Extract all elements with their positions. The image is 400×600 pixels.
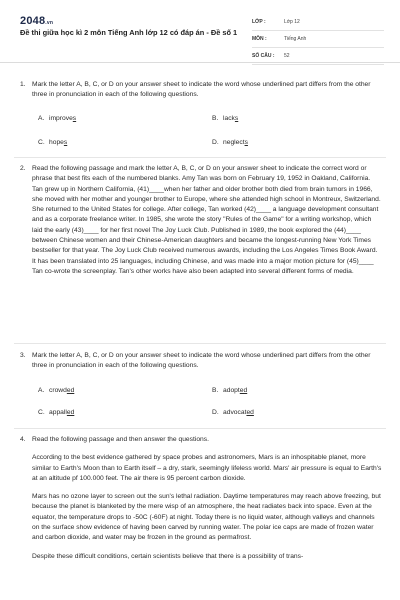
divider [14,157,386,158]
option-d[interactable] [212,409,254,416]
page-title: Đề thi giữa học kì 2 môn Tiếng Anh lớp 12 có đáp án - Đề số 1 [20,28,238,37]
question-number: 1. [20,81,26,88]
question-number: 2. [20,165,26,172]
divider [14,343,386,344]
option-word: crowd [49,387,67,394]
option-letter: A. [38,387,45,394]
option-letter: B. [212,115,219,122]
site-logo[interactable] [20,15,53,27]
exam-meta [252,14,384,65]
meta-class-value: Lớp 12 [284,19,300,25]
question-number: 3. [20,352,26,359]
question-prompt: Read the following passage and then answer the questions. [32,436,209,443]
question-2 [20,164,382,277]
option-letter: D. [212,139,219,146]
meta-class-label: LỚP : [252,19,266,25]
passage-paragraph-3: Despite these difficult conditions, certain scientists believe that there is a possibility of trans- [32,552,304,560]
option-d[interactable] [212,139,248,146]
question-3 [20,351,382,372]
passage-paragraph-1: According to the best evidence gathered by space probes and astronomers, Mars is an inhospitable planet, more similar to Earth's Moon than to Earth itself – a dry, stark, seemingly lifeless world. Mars' air pressure is equal to Earth's at an altitude pf 100.000 feet. The air there is 95 percent carbon dioxide. [32,454,382,482]
logo-suffix: .vn [45,20,54,26]
document-header [0,0,400,63]
option-underline: s [244,139,248,146]
question-number: 4. [20,436,26,443]
option-word: lack [223,115,235,122]
logo-main: 2048 [20,15,46,27]
option-word: neglect [223,139,245,146]
question-passage: Read the following passage and mark the letter A, B, C, or D on your answer sheet to indicate the correct word or phrase that best fits each of the numbered blanks. Amy Tan was born on February 19, 1952 in Oakland, California. Tan grew up in Northern California, (41)____when her father and older brother both died from brain tumors in 1966, she moved with her mother and younger brother to Europe, where she attended high school in Montreux, Switzerland. She returned to the United States for college. After college, Tan worked (42)____ a language development consultant and as a corporate freelance writer. In 1985, she wrote the story "Rules of the Game" for a writing workshop, which laid the early (43)____ for her first novel The Joy Luck Club. Published in 1989, the book explored the (44)____ between Chinese women and their Chinese-American daughters and became the longest-running New York Times bestseller for that year. The Joy Luck Club received numerous awards, including the Los Angeles Times Book Award. It has been translated into 25 languages, including Chinese, and was made into a major motion picture for (45)____ Tan co-wrote the screenplay. Tan's other works have also been adapted into several different forms of media. [32,165,381,275]
option-letter: A. [38,115,45,122]
meta-count [252,48,384,65]
option-letter: C. [38,409,45,416]
meta-count-value: 52 [284,53,290,59]
option-word: improve [49,115,73,122]
option-letter: B. [212,387,219,394]
option-word: advocat [223,409,247,416]
option-b[interactable] [212,387,247,394]
option-a[interactable] [38,115,76,122]
option-letter: C. [38,139,45,146]
option-a[interactable] [38,387,74,394]
option-underline: ed [239,387,248,394]
question-1 [20,80,382,101]
passage-paragraph-2: Mars has no ozone layer to screen out the sun's lethal radiation. Daytime temperatures may reach above freezing, but because the planet is blanketed by the mere wisp of an atmosphere, the heat radiates back into space. Even at the equator, the temperature drops to -50C (-60F) at night. Today there is no liquid water, although valleys and channels on the surface show evidence of having been carved by running water. The polar ice caps are made of frozen water and carbon dioxide, and water may be frozen in the ground as permafrost. [32,493,381,542]
meta-subject [252,31,384,48]
option-word: appall [49,409,67,416]
meta-count-label: SỐ CÂU : [252,53,275,59]
question-content [32,435,382,562]
option-underline: ed [66,387,75,394]
option-b[interactable] [212,115,238,122]
option-underline: ed [246,409,254,416]
option-word: hope [49,139,64,146]
question-prompt: Mark the letter A, B, C, or D on your answer sheet to indicate the word whose underlined part differs from the other three in pronunciation in each of the following questions. [32,352,371,370]
option-word: adopt [223,387,240,394]
meta-subject-label: MÔN : [252,36,267,42]
divider [14,428,386,429]
option-c[interactable] [38,139,67,146]
option-underline: ed [66,409,75,416]
option-c[interactable] [38,409,74,416]
option-underline: s [63,139,68,146]
option-underline: s [234,115,239,122]
meta-subject-value: Tiếng Anh [284,36,307,42]
question-4 [20,435,382,570]
question-prompt: Mark the letter A, B, C, or D on your answer sheet to indicate the word whose underlined part differs from the other three in pronunciation in each of the following questions. [32,81,371,99]
option-underline: s [72,115,77,122]
option-letter: D. [212,409,219,416]
meta-class [252,14,384,31]
